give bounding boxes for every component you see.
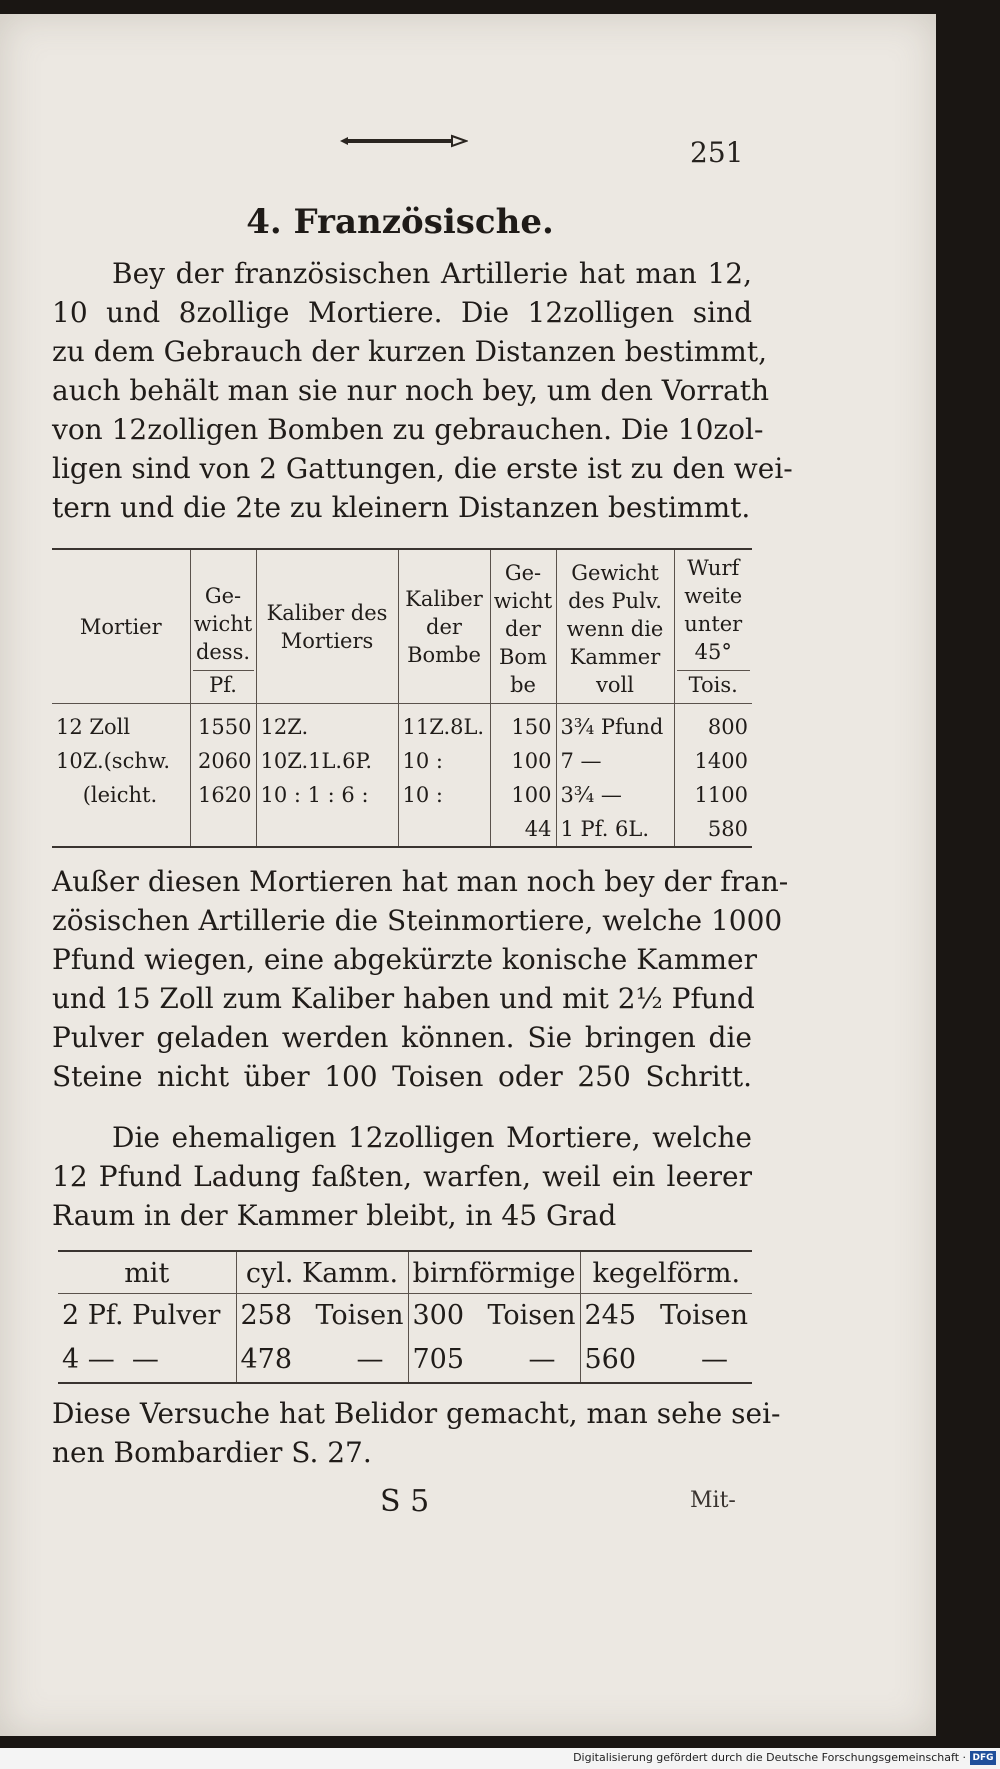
cell-pulver: 3¾ Pfund [556,704,674,745]
cell-gewicht-bombe: 100 [490,778,556,812]
cell-kegel: 245 Toisen [580,1294,752,1339]
text-line: Raum in der Kammer bleibt, in 45 Grad [52,1199,617,1232]
cell-mortier: 10Z.(schw. [56,749,171,773]
cell-gewicht: 2060 [190,744,256,778]
cell-weite: 580 [674,812,752,847]
text-line: Bey der französischen Artillerie hat man 12, [112,257,752,290]
table-row [52,812,752,847]
cell-gewicht [190,812,256,847]
cell-kegel: 560 — [580,1338,752,1383]
table-header-row [52,549,752,704]
header-gewicht-bombe: Ge- wicht der Bom be [490,549,556,704]
catchword: Mit- [690,1488,736,1513]
header-kaliber-mortier: Kaliber des Mortiers [256,549,398,704]
cell-gewicht-bombe: 150 [490,704,556,745]
text-line: und 15 Zoll zum Kaliber haben und mit 2½ Pfund [52,982,755,1015]
cell-birn: 705 — [408,1338,580,1383]
cell-pulver: 1 Pf. 6L. [556,812,674,847]
cell-weite: 1100 [674,778,752,812]
cell-mortier: 12 Zoll [56,715,131,739]
cell-mortier [52,812,190,847]
cell-gewicht: 1550 [190,704,256,745]
ornament-rule-icon [338,134,468,148]
header-mit: mit [58,1251,236,1294]
mortar-table [52,548,752,848]
header-birnfoermig: birnförmige [408,1251,580,1294]
header-mortier: Mortier [52,549,190,704]
text-line: tern und die 2te zu kleinern Distanzen bestimmt. [52,491,751,524]
text-line: 12 Pfund Ladung faßten, warfen, weil ein leerer [52,1160,752,1193]
text-line: Außer diesen Mortieren hat man noch bey der fran- [52,865,789,898]
dfg-logo-icon: DFG [970,1751,996,1765]
text-line: Diese Versuche hat Belidor gemacht, man sehe sei- [52,1397,781,1430]
cell-gewicht: 1620 [190,778,256,812]
cell-kaliber [256,812,398,847]
cell-gewicht-bombe: 100 [490,744,556,778]
page-number: 251 [690,136,744,169]
cell-kaliber: 12Z. [256,704,398,745]
header-kaliber-bombe: Kaliber der Bombe [398,549,490,704]
cell-weite: 800 [674,704,752,745]
table-row [58,1294,752,1339]
footer-credit: Digitalisierung gefördert durch die Deutsche Forschungsgemeinschaft · [573,1751,966,1764]
cell-mit: 4 — — [62,1344,159,1375]
header-wurfweite: Wurf weite unter 45° Tois. [674,549,752,704]
cell-kaliber: 10Z.1L.6P. [256,744,398,778]
text-line: auch behält man sie nur noch bey, um den Vorrath [52,374,770,407]
paragraph-3 [52,1118,752,1235]
table-row [52,778,752,812]
section-heading: 4. Französische. [246,202,554,242]
text-line: nen Bombardier S. 27. [52,1436,372,1469]
footer-bar [0,1748,1000,1769]
text-line: Pfund wiegen, eine abgekürzte konische Kammer [52,943,757,976]
cell-kaliber-bombe: 11Z.8L. [398,704,490,745]
cell-mortier: (leicht. [56,783,158,807]
paragraph-1 [52,254,793,527]
paragraph-4 [52,1394,781,1472]
cell-kaliber: 10 : 1 : 6 : [256,778,398,812]
cell-pulver: 7 — [556,744,674,778]
cell-kaliber-bombe: 10 : [398,744,490,778]
text-line: zösischen Artillerie die Steinmortiere, welche 1000 [52,904,783,937]
text-line: ligen sind von 2 Gattungen, die erste ist zu den wei- [52,452,793,485]
printer-signature: S 5 [380,1484,430,1519]
paragraph-2 [52,862,789,1096]
table-row [52,744,752,778]
cell-pulver: 3¾ — [556,778,674,812]
text-line: 10 und 8zollige Mortiere. Die 12zolligen sind [52,296,752,329]
cell-mit: 2 Pf. Pulver [62,1300,221,1331]
cell-kaliber-bombe [398,812,490,847]
scanned-page [0,14,936,1736]
table-header-row [58,1251,752,1294]
text-line: Pulver geladen werden können. Sie bringen die [52,1021,752,1054]
text-line: Steine nicht über 100 Toisen oder 250 Schritt. [52,1060,752,1093]
header-gewicht: Ge- wicht dess. Pf. [190,549,256,704]
table-row [58,1338,752,1383]
cell-gewicht-bombe: 44 [490,812,556,847]
header-kegelfoermig: kegelförm. [580,1251,752,1294]
text-line: von 12zolligen Bomben zu gebrauchen. Die 10zol- [52,413,764,446]
cell-weite: 1400 [674,744,752,778]
cell-cyl: 478 — [236,1338,408,1383]
range-table [58,1250,752,1384]
text-line: zu dem Gebrauch der kurzen Distanzen bestimmt, [52,335,767,368]
header-cyl-kammer: cyl. Kamm. [236,1251,408,1294]
header-gewicht-pulver: Gewicht des Pulv. wenn die Kammer voll [556,549,674,704]
table-row [52,704,752,745]
cell-kaliber-bombe: 10 : [398,778,490,812]
cell-birn: 300 Toisen [408,1294,580,1339]
cell-cyl: 258 Toisen [236,1294,408,1339]
text-line: Die ehemaligen 12zolligen Mortiere, welche [112,1121,752,1154]
